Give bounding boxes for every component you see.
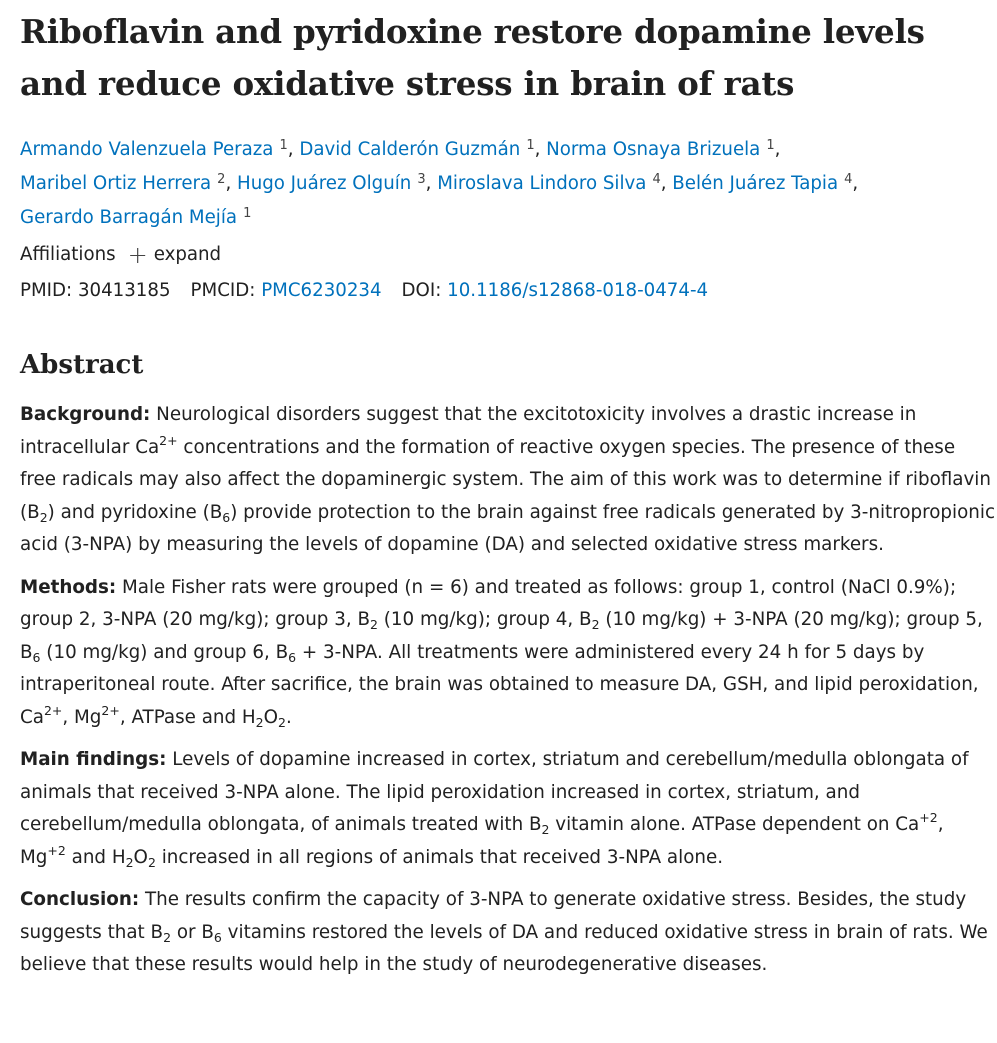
abstract-text: vitamin alone. ATPase dependent on Ca — [549, 814, 920, 835]
abstract-text: , Mg — [62, 706, 102, 728]
expand-label: expand — [153, 244, 222, 265]
abstract-findings — [20, 744, 995, 874]
abstract-text: concentrations and the formation of reactive oxygen species. The presence of these free radicals may also affect the dopaminergic system. The aim of this work was to determine if riboflavin (B — [20, 436, 991, 523]
abstract-text: Neurological disorders suggest that the excitotoxicity involves a drastic increase in intracellular Ca — [20, 404, 917, 458]
subscript: 6 — [222, 509, 231, 525]
superscript: 2+ — [43, 702, 63, 718]
subscript: 2 — [163, 929, 172, 945]
affiliation-number[interactable]: 1 — [526, 138, 535, 153]
abstract-text: increased in all regions of animals that received 3-NPA alone. — [155, 846, 724, 868]
pmcid-link[interactable]: PMC6230234 — [261, 280, 382, 301]
abstract-text: ) and pyridoxine (B — [47, 501, 223, 523]
superscript: +2 — [47, 842, 66, 858]
author-link[interactable]: David Calderón Guzmán — [299, 139, 521, 160]
abstract-heading: Abstract — [20, 350, 144, 380]
abstract-text: The results confirm the capacity of 3-NPA to generate oxidative stress. Besides, the study suggests that B — [20, 889, 967, 943]
abstract-text: (10 mg/kg) and group 6, B — [40, 641, 289, 663]
affiliation-number[interactable]: 4 — [652, 172, 661, 187]
author-link[interactable]: Belén Juárez Tapia — [672, 173, 839, 194]
abstract-text: + 3-NPA. All treatments were administered every 24 h for 5 days by intraperitoneal route. After sacrifice, the brain was obtained to measure DA, GSH, and lipid peroxidation, Ca — [20, 641, 979, 728]
superscript: 2+ — [159, 432, 178, 448]
affiliation-number[interactable]: 1 — [279, 138, 288, 153]
abstract-text: (10 mg/kg) + 3-NPA (20 mg/kg); group 5, B — [20, 609, 983, 663]
affiliations-expand-button[interactable] — [128, 241, 222, 269]
affiliations-label: Affiliations — [20, 244, 116, 265]
findings-label: Main findings: — [20, 749, 167, 770]
abstract-text: O — [133, 846, 148, 868]
doi — [402, 277, 709, 305]
abstract-text: O — [263, 706, 279, 728]
pmcid — [191, 277, 382, 305]
abstract-text: ) provide protection to the brain against free radicals generated by 3-nitropropionic acid (3-NPA) by measuring the levels of dopamine (DA) and selected oxidative stress markers. — [20, 501, 996, 555]
subscript: 2 — [39, 509, 48, 525]
superscript: +2 — [919, 810, 938, 825]
background-label: Background: — [20, 404, 151, 425]
identifiers-row — [20, 277, 995, 305]
subscript: 2 — [125, 854, 134, 870]
subscript: 2 — [278, 714, 286, 730]
methods-label: Methods: — [20, 576, 117, 598]
subscript: 2 — [255, 714, 264, 730]
author-link[interactable]: Miroslava Lindoro Silva — [437, 173, 647, 194]
subscript: 2 — [591, 617, 600, 632]
abstract-text: , Mg — [20, 814, 944, 868]
title-line-1: Riboflavin and pyridoxine restore dopamine levels — [20, 12, 925, 51]
subscript: 2 — [541, 822, 550, 837]
conclusion-label: Conclusion: — [20, 889, 140, 910]
pmid — [20, 277, 171, 305]
affiliation-number[interactable]: 2 — [217, 172, 226, 187]
pmid-value: 30413185 — [77, 280, 171, 301]
subscript: 2 — [147, 854, 156, 870]
affiliation-number[interactable]: 3 — [417, 172, 426, 187]
abstract-text: (10 mg/kg); group 4, B — [377, 609, 592, 630]
abstract-text: and H — [65, 846, 126, 868]
doi-link[interactable]: 10.1186/s12868-018-0474-4 — [447, 280, 709, 301]
affiliation-number[interactable]: 1 — [243, 206, 252, 221]
article-title — [20, 6, 995, 110]
abstract-methods — [20, 572, 995, 735]
affiliation-number[interactable]: 1 — [766, 138, 775, 153]
title-line-2: and reduce oxidative stress in brain of rats — [20, 64, 795, 103]
pmcid-label: PMCID: — [190, 280, 256, 301]
affiliations-row — [20, 241, 995, 269]
subscript: 6 — [32, 649, 41, 665]
author-link[interactable]: Hugo Juárez Olguín — [237, 173, 412, 194]
subscript: 6 — [213, 929, 222, 945]
abstract-text: or B — [171, 921, 214, 943]
abstract-conclusion — [20, 884, 995, 982]
abstract-text: , ATPase and H — [119, 706, 256, 728]
abstract-text: vitamins restored the levels of DA and reduced oxidative stress in brain of rats. We believe that these results would help in the study of neurodegenerative diseases. — [20, 921, 988, 975]
affiliation-number[interactable]: 4 — [844, 172, 853, 187]
pmid-label: PMID: — [20, 280, 73, 301]
abstract-text: . — [285, 706, 292, 728]
author-link[interactable]: Gerardo Barragán Mejía — [20, 207, 238, 228]
author-link[interactable]: Armando Valenzuela Peraza — [20, 139, 274, 160]
author-link[interactable]: Norma Osnaya Brizuela — [546, 139, 761, 160]
author-link[interactable]: Maribel Ortiz Herrera — [20, 173, 212, 194]
subscript: 2 — [370, 617, 378, 632]
plus-icon: + — [127, 241, 148, 269]
abstract-background — [20, 399, 995, 562]
author-list: Armando Valenzuela Peraza $^1$, David Calderón Guzmán $^1$, Norma Osnaya Brizuela $^1$, Maribel Ortiz Herrera $^2$, Hugo Juárez Olguín $^3$, Miroslava Lindoro Silva $^4$, Belén Juárez Tapia $^4$, Gerardo Barragán Mejía $^1$ — [20, 138, 859, 228]
doi-label: DOI: — [401, 280, 442, 301]
superscript: 2+ — [101, 702, 120, 718]
abstract-text: Male Fisher rats were grouped (n = 6) and treated as follows: group 1, control (NaCl 0.9%); group 2, 3-NPA (20 mg/kg); group 3, B — [20, 576, 957, 630]
subscript: 6 — [288, 649, 297, 665]
abstract-text: Levels of dopamine increased in cortex, striatum and cerebellum/medulla oblongata of animals that received 3-NPA alone. The lipid peroxidation increased in cortex, striatum, and cerebellum/medulla oblongata, of animals treated with B — [20, 749, 969, 835]
